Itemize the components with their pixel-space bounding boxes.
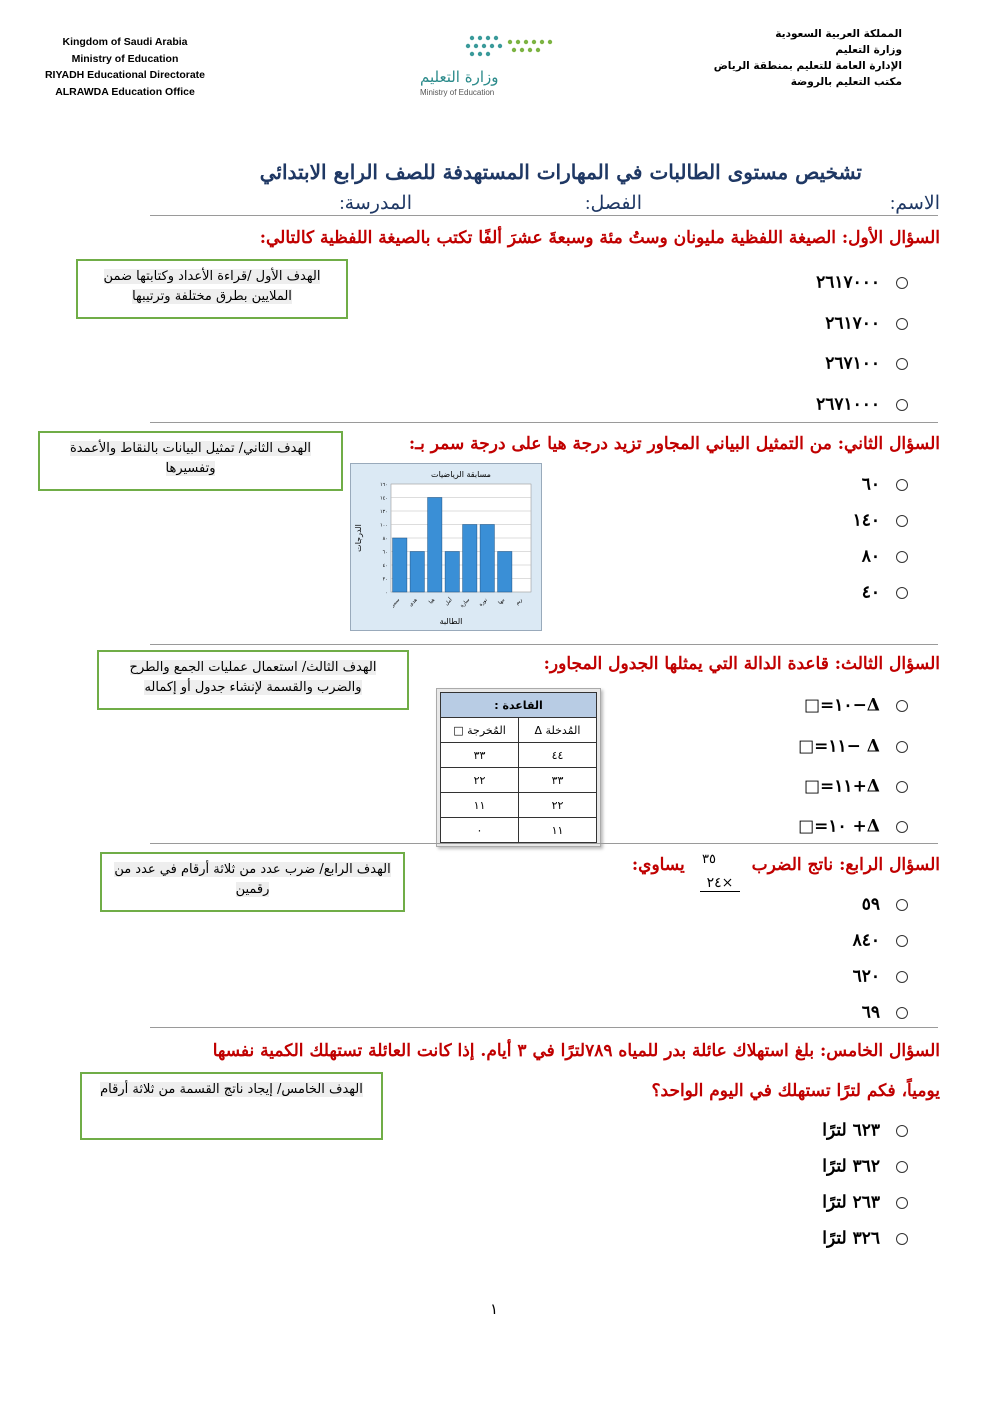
- radio-circle-icon: [896, 971, 908, 983]
- question-1: [260, 228, 940, 248]
- table-row: [441, 743, 597, 768]
- q1-option-2[interactable]: [825, 313, 908, 334]
- table-row: [441, 793, 597, 818]
- question-3-text: قاعدة الدالة التي يمثلها الجدول المجاور:: [543, 654, 829, 674]
- school-field-label: المدرسة:: [339, 193, 412, 214]
- mult-bottom: ×٢٤: [700, 875, 740, 892]
- question-5-line-1: [213, 1041, 940, 1061]
- chart-bar: [428, 498, 442, 593]
- chart-xtick-label: نورة: [478, 597, 489, 608]
- radio-circle-icon: [896, 587, 908, 599]
- option-value: ٢٦١٧٠٠: [825, 313, 880, 334]
- option-value: □=١٠ +Δ: [798, 816, 880, 837]
- radio-circle-icon: [896, 399, 908, 411]
- option-value: ٢٦١٧٠٠٠: [816, 272, 880, 293]
- logo-english-text: Ministry of Education: [420, 88, 495, 97]
- option-value: ٦٢٠: [852, 966, 880, 987]
- logo-arabic-text: وزارة التعليم: [420, 68, 499, 86]
- goal-3-box: [97, 650, 409, 710]
- goal-3-text: الهدف الثالث/ استعمال عمليات الجمع والطرح والضرب والقسمة لإنشاء جدول أو إكماله: [129, 660, 377, 695]
- divider: [150, 843, 938, 844]
- q2-option-2[interactable]: [853, 510, 908, 531]
- q4-option-3[interactable]: [853, 966, 908, 987]
- radio-circle-icon: [896, 277, 908, 289]
- class-field-label: الفصل:: [585, 193, 642, 214]
- radio-circle-icon: [896, 515, 908, 527]
- table-cell: ٢٢: [441, 768, 519, 793]
- q1-option-3[interactable]: [825, 353, 908, 374]
- q3-option-4[interactable]: [798, 816, 908, 837]
- header-ar-line: المملكة العربية السعودية: [775, 28, 902, 40]
- option-value: ٨٠: [861, 546, 880, 567]
- multiplication-problem: [700, 852, 740, 892]
- option-value: ١٤٠: [852, 510, 880, 531]
- header-en-line: ALRAWDA Education Office: [55, 85, 195, 98]
- chart-ytick-label: ٦٠: [382, 549, 388, 556]
- chart-xlabel: الطالبة: [439, 617, 463, 626]
- chart-ytick-label: ٢٠: [382, 576, 388, 583]
- radio-circle-icon: [896, 899, 908, 911]
- radio-circle-icon: [896, 741, 908, 753]
- radio-circle-icon: [896, 935, 908, 947]
- table-cell: ١١: [519, 818, 597, 843]
- chart-ytick-label: ١٤٠: [379, 495, 388, 502]
- option-value: ٦٩: [861, 1002, 880, 1023]
- table-rule-header: القاعدة :: [441, 693, 597, 718]
- q5-option-3[interactable]: [822, 1192, 908, 1213]
- radio-circle-icon: [896, 1125, 908, 1137]
- table-cell: ٣٣: [519, 768, 597, 793]
- header-arabic: [672, 26, 902, 90]
- question-5-text-2: يومياً، فكم لترًا تستهلك في اليوم الواحد؟: [651, 1081, 940, 1101]
- question-4-text-a: ناتج الضرب: [751, 855, 834, 875]
- q3-option-1[interactable]: [804, 695, 908, 716]
- table-row: [441, 768, 597, 793]
- header-ar-line: وزارة التعليم: [835, 44, 902, 56]
- chart-ytick-label: ١٢٠: [379, 509, 388, 515]
- table-cell: ٢٢: [519, 793, 597, 818]
- q5-option-1[interactable]: [822, 1120, 908, 1141]
- bar-chart: [351, 464, 541, 630]
- question-3: [544, 654, 940, 674]
- header-en-line: Ministry of Education: [71, 52, 179, 65]
- question-5-text-1: بلغ استهلاك عائلة بدر للمياه ٧٨٩لترًا في ٣ أيام. إذا كانت العائلة تستهلك الكمية نفسها: [212, 1041, 815, 1061]
- question-5-label: السؤال الخامس:: [820, 1041, 940, 1061]
- page-number: ١: [490, 1300, 499, 1318]
- q3-option-2[interactable]: [798, 736, 908, 757]
- chart-bar: [498, 552, 512, 593]
- question-4-label: السؤال الرابع:: [839, 855, 940, 875]
- option-value: □=١١+Δ: [803, 776, 880, 797]
- chart-bar: [480, 525, 494, 593]
- ministry-logo: [410, 30, 570, 100]
- option-value: ٥٩: [861, 894, 880, 915]
- chart-ytick-label: ١٠٠: [379, 522, 388, 529]
- question-5-line-2: [652, 1081, 941, 1101]
- goal-1-box: [76, 259, 348, 319]
- question-1-text: الصيغة اللفظية مليونان وستُ مئة وسبعةَ عشرَ ألفًا تكتب بالصيغة اللفظية كالتالي:: [259, 228, 836, 248]
- q1-option-4[interactable]: [816, 394, 908, 415]
- table-cell: ٠: [441, 818, 519, 843]
- header-english: [20, 34, 230, 100]
- radio-circle-icon: [896, 821, 908, 833]
- table-cell: ٤٤: [519, 743, 597, 768]
- chart-ytick-label: ٤٠: [382, 563, 388, 569]
- q4-option-4[interactable]: [862, 1002, 908, 1023]
- table-row: [441, 818, 597, 843]
- header-ar-line: الإدارة العامة للتعليم بمنطقة الرياض: [713, 60, 902, 72]
- divider: [150, 422, 938, 423]
- chart-ytick-label: ٨٠: [382, 536, 388, 542]
- option-value: ٢٦٧١٠٠٠: [816, 394, 880, 415]
- question-2-text: من التمثيل البياني المجاور تزيد درجة هيا على درجة سمر بـ:: [408, 434, 832, 454]
- divider: [150, 644, 938, 645]
- q5-option-4[interactable]: [822, 1228, 908, 1249]
- goal-4-box: [100, 852, 405, 912]
- chart-xtick-label: سارة: [459, 597, 472, 610]
- chart-ytick-label: ١٦٠: [379, 482, 388, 488]
- chart-xtick-label: هيا: [427, 597, 437, 606]
- option-value: ٦٠: [861, 474, 880, 495]
- goal-2-box: [38, 431, 343, 491]
- bar-chart-panel: [350, 463, 542, 631]
- header-ar-line: مكتب التعليم بالروضة: [790, 76, 902, 88]
- question-2: [409, 434, 940, 454]
- q1-option-1[interactable]: [816, 272, 908, 293]
- q5-option-2[interactable]: [822, 1156, 908, 1177]
- radio-circle-icon: [896, 358, 908, 370]
- chart-bar: [393, 538, 407, 592]
- chart-bar: [410, 552, 424, 593]
- radio-circle-icon: [896, 1161, 908, 1173]
- question-1-label: السؤال الأول:: [841, 228, 940, 248]
- question-2-label: السؤال الثاني:: [837, 434, 940, 454]
- radio-circle-icon: [896, 551, 908, 563]
- chart-xtick-label: مها: [497, 597, 507, 607]
- radio-circle-icon: [896, 479, 908, 491]
- chart-title: مسابقة الرياضيات: [431, 470, 491, 479]
- question-4-text-b: يساوي:: [631, 855, 685, 875]
- radio-circle-icon: [896, 700, 908, 712]
- goal-4-text: الهدف الرابع/ ضرب عدد من ثلاثة أرقام في عدد من رقمين: [114, 862, 391, 897]
- page-title: تشخيص مستوى الطالبات في المهارات المستهدفة للصف الرابع الابتدائي: [259, 160, 862, 184]
- logo-dots-icon: [410, 30, 570, 70]
- option-value: □=١٠−Δ: [803, 695, 880, 716]
- divider: [150, 215, 938, 216]
- option-value: ٢٦٣ لترًا: [822, 1192, 880, 1213]
- chart-ylabel: الدرجات: [354, 524, 363, 552]
- chart-xtick-label: سمر: [389, 597, 402, 609]
- header-en-line: Kingdom of Saudi Arabia: [62, 36, 188, 48]
- divider: [150, 1027, 938, 1028]
- q2-option-3[interactable]: [862, 546, 908, 567]
- radio-circle-icon: [896, 1197, 908, 1209]
- table-output-header: المُخرجة □: [441, 718, 519, 743]
- q3-option-3[interactable]: [804, 776, 908, 797]
- option-value: ٦٢٣ لترًا: [822, 1120, 880, 1141]
- option-value: □=١١− Δ: [798, 736, 880, 757]
- q2-option-4[interactable]: [862, 582, 908, 603]
- goal-5-text: الهدف الخامس/ إيجاد ناتج القسمة من ثلاثة أرقام: [100, 1082, 363, 1097]
- function-table-panel: [436, 688, 601, 847]
- option-value: ٤٠: [861, 582, 880, 603]
- chart-xtick-label: هدى: [407, 597, 419, 608]
- chart-xtick-label: ريم: [514, 597, 524, 607]
- q2-option-1[interactable]: [862, 474, 908, 495]
- radio-circle-icon: [896, 1007, 908, 1019]
- chart-bar: [445, 552, 459, 593]
- q4-option-2[interactable]: [853, 930, 908, 951]
- goal-2-text: الهدف الثاني/ تمثيل البيانات بالنقاط والأعمدة وتفسيرها: [69, 441, 312, 476]
- option-value: ٢٦٧١٠٠: [825, 353, 880, 374]
- question-3-label: السؤال الثالث:: [834, 654, 940, 674]
- option-value: ٣٦٢ لترًا: [822, 1156, 880, 1177]
- chart-ytick-label: ٠: [385, 590, 388, 596]
- table-cell: ٣٣: [441, 743, 519, 768]
- radio-circle-icon: [896, 318, 908, 330]
- chart-xtick-label: أمل: [443, 597, 454, 607]
- radio-circle-icon: [896, 781, 908, 793]
- radio-circle-icon: [896, 1233, 908, 1245]
- table-input-header: المُدخلة Δ: [519, 718, 597, 743]
- table-cell: ١١: [441, 793, 519, 818]
- function-table: [440, 692, 597, 843]
- header-en-line: RIYADH Educational Directorate: [44, 69, 206, 81]
- q4-option-1[interactable]: [862, 894, 908, 915]
- option-value: ٣٢٦ لترًا: [822, 1228, 880, 1249]
- question-4: [632, 855, 940, 875]
- name-field-label: الاسم:: [890, 193, 940, 214]
- mult-top: ٣٥: [702, 852, 716, 867]
- goal-5-box: [80, 1072, 383, 1140]
- goal-1-text: الهدف الأول /قراءة الأعداد وكتابتها ضمن الملايين بطرق مختلفة وترتيبها: [103, 269, 321, 304]
- option-value: ٨٤٠: [852, 930, 880, 951]
- chart-bar: [463, 525, 477, 593]
